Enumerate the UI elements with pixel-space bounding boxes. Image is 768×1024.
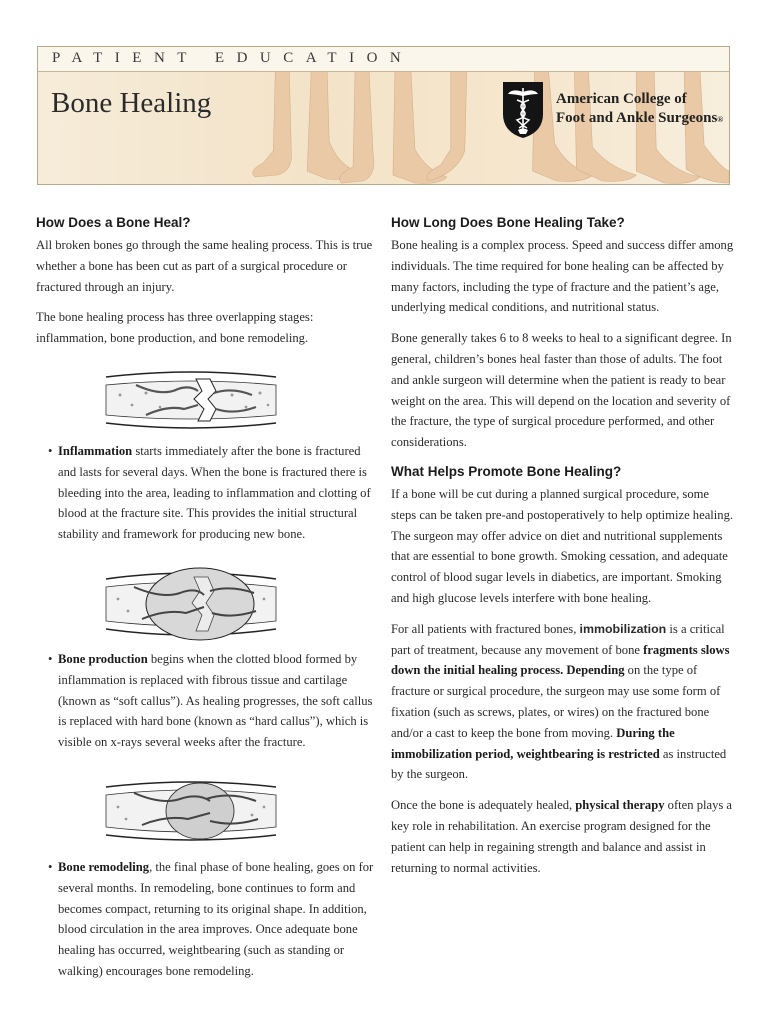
list-item: • Bone production begins when the clotted blood formed by inflammation is replaced with fibrous tissue and cartilage (known as “soft callus”). As healing progresses, the soft callus is replaced with hard bone (known as “hard callus”), which is visible on x-rays several weeks after the fracture. <box>48 651 373 750</box>
page-title: Bone Healing <box>51 87 212 119</box>
paragraph: If a bone will be cut during a planned surgical procedure, some steps can be taken pre-and postoperatively to help optimize healing. The surgeon may offer advice on diet and nutritional supplements that are essential to bone growth. Smoking cessation, and adequate control of blood sugar levels in diabetics, are important. Smoking and high glucose levels interfere with bone healing. <box>391 486 734 605</box>
paragraph: Bone healing is a complex process. Speed and success differ among individuals. The time required for bone healing can be affected by many factors, including the type of fracture and the patient’s age, underlying medical conditions, and nutritional status. <box>391 238 734 315</box>
section-label: PATIENT EDUCATION <box>52 50 414 66</box>
paragraph: Bone generally takes 6 to 8 weeks to heal to a significant degree. In general, children’s bones heal faster than those of adults. The foot and ankle surgeon will determine when the patient is ready to bear weight on the area. This will depend on the location and severity of the fracture, the type of surgical procedure performed, and other considerations. <box>391 331 732 450</box>
section-strip <box>38 47 729 72</box>
paragraph-physical-therapy: Once the bone is adequately healed, physical therapy often plays a key role in rehabilitation. An exercise program designed for the patient can help in regaining strength and balance and assist in returning to normal activities. <box>391 798 733 875</box>
paragraph-immobilization: For all patients with fractured bones, immobilization is a critical part of treatment, because any movement of bone fragments slows down the initial healing process. Depending on the type of fracture or surgical procedure, the surgeon may use some form of fixation (such as screws, plates, or wires) on the fractured bone and/or a cast to keep the bone from moving. During the immobilization period, weightbearing is restricted as instructed by the surgeon. <box>391 621 730 782</box>
heading-how-long: How Long Does Bone Healing Take? <box>391 215 625 230</box>
bone-remodeling-illustration <box>36 763 378 857</box>
paragraph: The bone healing process has three overlapping stages: inflammation, bone production, and bone remodeling. <box>36 310 314 346</box>
paragraph: All broken bones go through the same healing process. This is true whether a bone has been cut as part of a surgical procedure or fractured through an injury. <box>36 238 373 294</box>
heading-how-does-bone-heal: How Does a Bone Heal? <box>36 215 191 230</box>
inflammation-illustration <box>36 359 378 441</box>
organization-name: American College of Foot and Ankle Surgeons® <box>556 91 724 126</box>
header-banner <box>37 46 730 185</box>
left-column <box>36 214 378 992</box>
heading-what-helps: What Helps Promote Bone Healing? <box>391 463 622 479</box>
caduceus-shield-icon <box>500 80 546 140</box>
list-item: • Inflammation starts immediately after the bone is fractured and lasts for several days. When the bone is fractured there is bleeding into the area, leading to inflammation and clotting of blood at the fracture site. This provides the initial structural stability and framework for producing new bone. <box>48 443 371 542</box>
list-item: • Bone remodeling, the final phase of bone healing, goes on for several months. In remodeling, bone continues to form and becomes compact, returning to its original shape. In addition, blood circulation in the area improves. Once adequate bone healing has occurred, weightbearing (such as standing or walking) encourages bone remodeling. <box>48 859 374 978</box>
right-column <box>391 214 735 888</box>
bone-production-illustration <box>36 555 378 649</box>
